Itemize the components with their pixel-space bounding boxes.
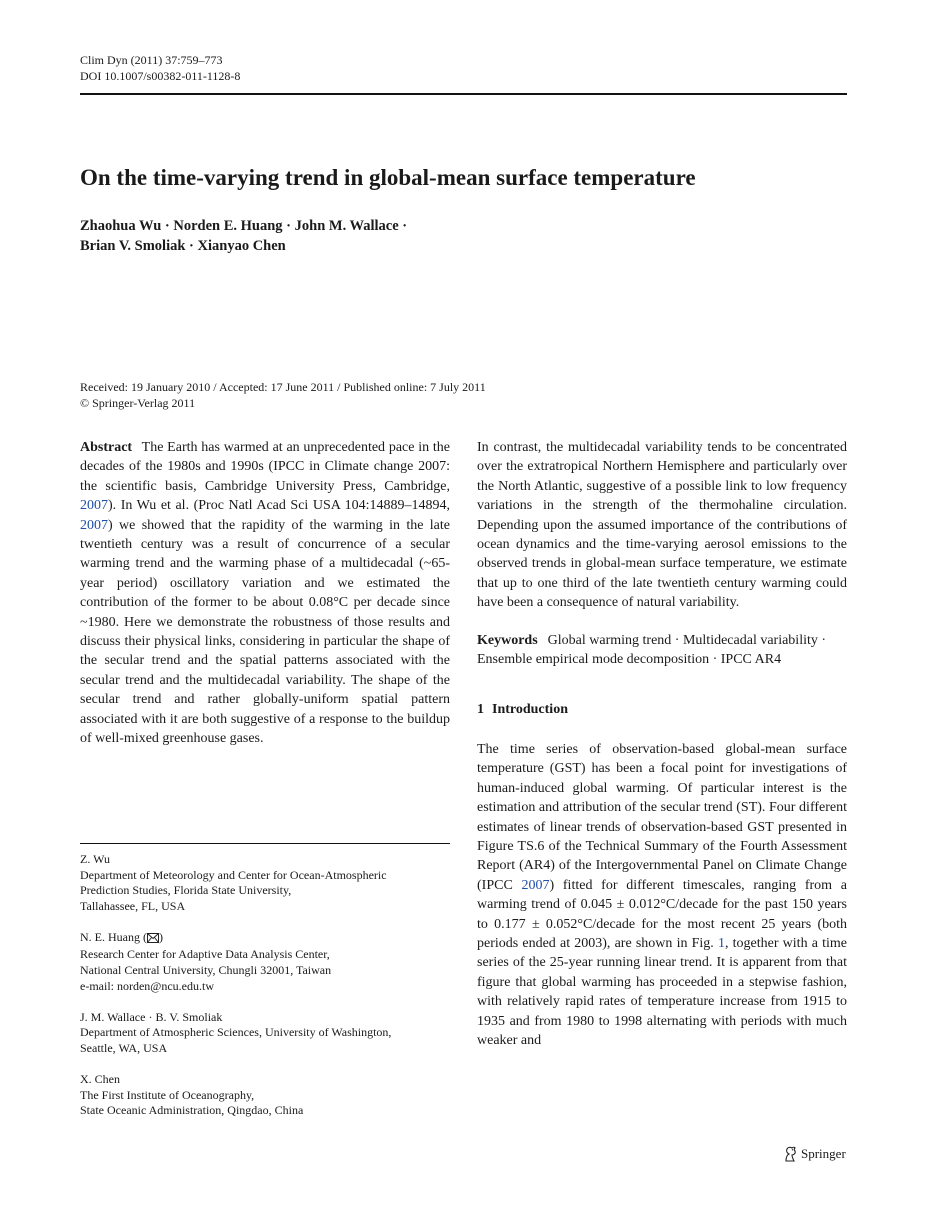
affiliation-rule (80, 843, 450, 844)
affiliation-wu: Z. Wu Department of Meteorology and Center for Ocean-Atmospheric Prediction Studies, Florida State University, Tallahassee, FL, USA (80, 852, 387, 913)
author-line-1: Zhaohua Wu · Norden E. Huang · John M. Wallace · (80, 218, 408, 234)
dates-line: Received: 19 January 2010 / Accepted: 17 June 2011 / Published online: 7 July 2011 (80, 380, 486, 394)
keywords-heading: Keywords (477, 632, 538, 648)
author-line-2: Brian V. Smoliak · Xianyao Chen (80, 238, 286, 254)
journal-citation: Clim Dyn (2011) 37:759–773 (80, 53, 223, 67)
ref-link-ipcc-2007-intro[interactable]: 2007 (521, 877, 550, 893)
publisher-name: Springer (801, 1146, 846, 1161)
section-heading-introduction: 1 Introduction (477, 702, 568, 718)
header-rule (80, 93, 847, 95)
affiliations (80, 852, 450, 1134)
keywords-text: Global warming trend · Multidecadal variability · Ensemble empirical mode decomposition · IPCC AR4 (477, 632, 827, 668)
abstract-heading: Abstract (80, 440, 133, 455)
envelope-icon[interactable] (147, 932, 159, 948)
springer-horse-icon (783, 1146, 797, 1162)
doi: DOI 10.1007/s00382-011-1128-8 (80, 69, 241, 83)
publication-dates (80, 379, 847, 411)
keywords (477, 631, 847, 670)
journal-header (80, 52, 240, 84)
author-list (80, 216, 847, 256)
intro-paragraph: The time series of observation-based global-mean surface temperature (GST) has been a focal point for investigations of human-induced global warming. Of particular interest is the estimation and attribution of the secular trend (ST). Four different estimates of linear trends of observation-based GST presented in Figure TS.6 of the Technical Summary of the Fourth Assessment Report (AR4) of the Intergovernmental Panel on Climate Change (IPCC 2007) fitted for different timescales, ranging from a warming trend of 0.045 ± 0.012°C/decade for the past 150 years to 0.177 ± 0.052°C/decade for the most recent 25 years (both periods ended at 2003), are shown in Fig. 1, together with a time series of the 25-year running linear trend. It is apparent from that figure that global warming has proceeded in a stepwise fashion, with relatively rapid rates of temperature increase from 1915 to 1935 and from 1980 to 1998 alternating with periods with much weaker and (477, 741, 847, 1048)
ref-link-ipcc-2007[interactable]: 2007 (80, 498, 108, 514)
abstract-continued: In contrast, the multidecadal variability tends to be concentrated over the extratropical Northern Hemisphere and particularly over the North Atlantic, suggestive of a possible link to low frequency variations in the strength of the thermohaline circulation. Depending upon the assumed importance of the contributions of ocean dynamics and the time-varying aerosol emissions to the observed trends in global-mean surface temperature, we estimate that up to one third of the late twentieth century warming could have been a consequence of natural variability. (477, 440, 847, 611)
abstract-paragraph: Abstract The Earth has warmed at an unprecedented pace in the decades of the 1980s and 1990s (IPCC in Climate change 2007: the scientific basis, Cambridge University Press, Cambridge, 2007). In Wu et al. (Proc Natl Acad Sci USA 104:14889–14894, 2007) we showed that the rapidity of the warming in the late twentieth century was a result of concurrence of a secular warming trend and the warming phase of a multidecadal (~65-year period) oscillatory variation and we estimated the contribution of the former to be about 0.08°C per decade since ~1980. Here we demonstrate the robustness of those results and discuss their physical links, considering in particular the shape of the secular trend and the spatial patterns associated with the secular trend and the multidecadal variability. The shape of the secular trend and rather globally-uniform spatial pattern associated with it are both suggestive of a response to the buildup of well-mixed greenhouse gases. (80, 440, 450, 747)
ref-link-wu-2007[interactable]: 2007 (80, 517, 108, 533)
affiliation-huang: N. E. Huang ( ) Research Center for Adaptive Data Analysis Center, National Central University, Chungli 32001, Taiwan e-mail: norden@ncu.edu.tw (80, 930, 450, 994)
huang-email[interactable]: e-mail: norden@ncu.edu.tw (80, 978, 215, 993)
affiliation-chen: X. Chen The First Institute of Oceanography, State Oceanic Administration, Qingdao, China (80, 1072, 304, 1118)
affiliation-wallace-smoliak: J. M. Wallace · B. V. Smoliak Department of Atmospheric Sciences, University of Washington, Seattle, WA, USA (80, 1009, 392, 1055)
paper-title: On the time-varying trend in global-mean surface temperature (80, 165, 696, 190)
springer-footer (783, 1146, 846, 1162)
abstract-left-column (80, 438, 450, 749)
copyright-line: © Springer-Verlag 2011 (80, 396, 196, 410)
right-column (477, 438, 847, 1050)
fig-1-link[interactable]: 1 (717, 935, 725, 951)
